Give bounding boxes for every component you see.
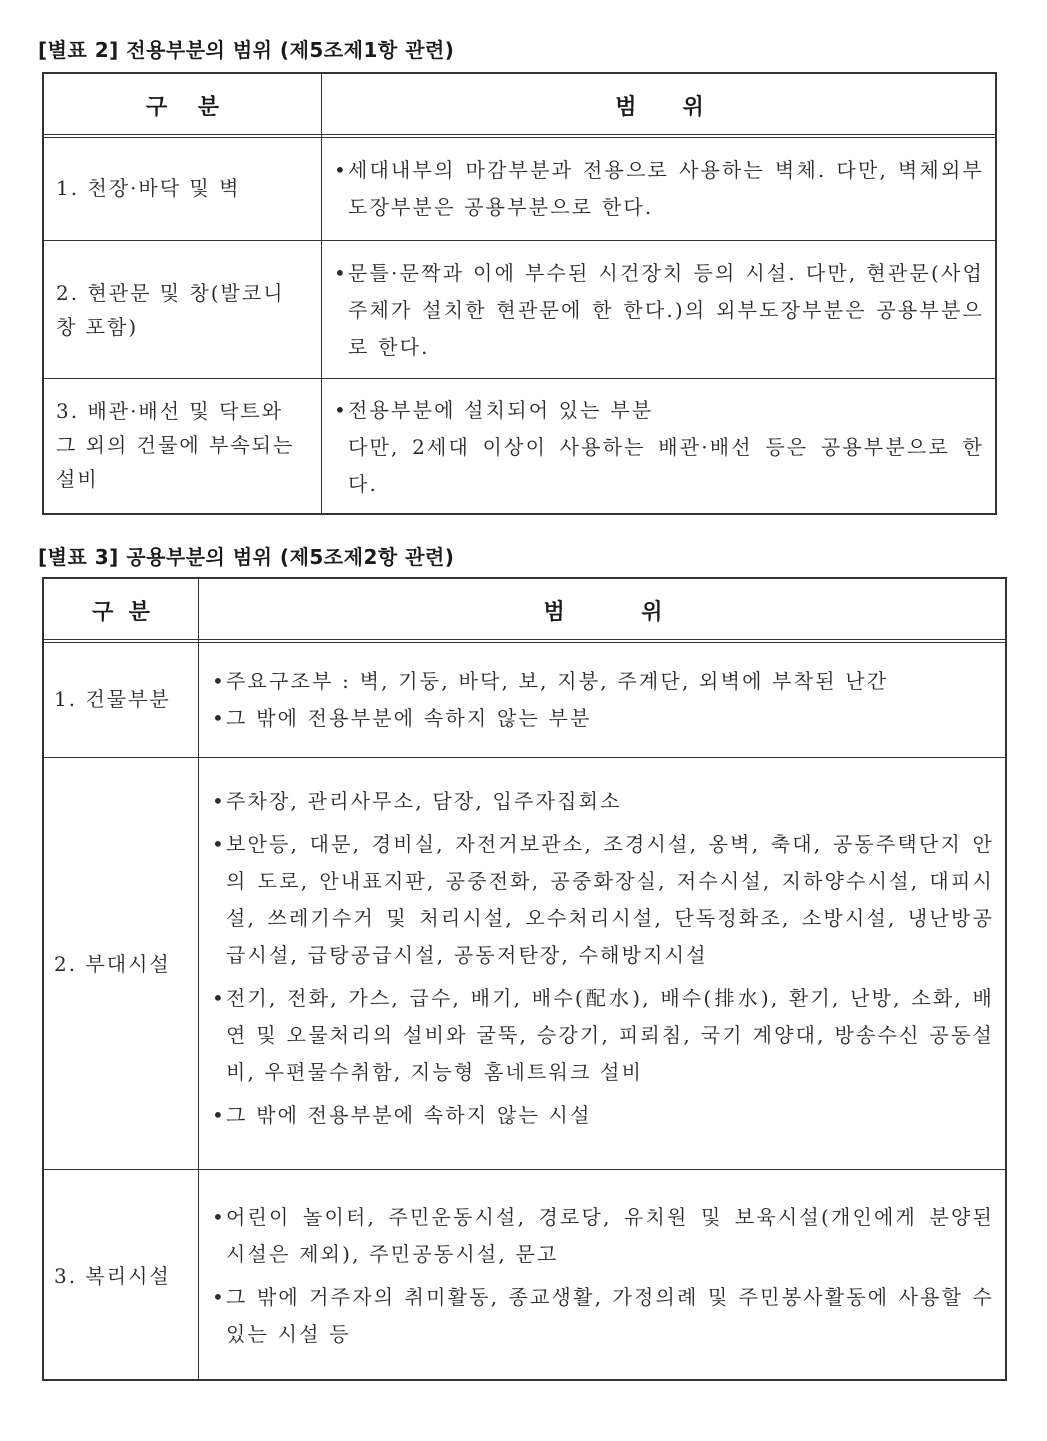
row-divider: [44, 1169, 1005, 1170]
header-category: 구 분: [92, 599, 150, 625]
row-divider: [44, 240, 995, 241]
list-item: •전기, 전화, 가스, 급수, 배기, 배수(配水), 배수(排水), 환기, 난방, 소화, 배연 및 오물처리의 설비와 굴뚝, 승강기, 피뢰침, 국기 계양대, 방송수신 공동설비, 우편물수취함, 지능형 홈네트워크 설비: [212, 986, 994, 1084]
list-item: •보안등, 대문, 경비실, 자전거보관소, 조경시설, 옹벽, 축대, 공동주택단지 안의 도로, 안내표지판, 공중전화, 공중화장실, 저수시설, 지하양수시설, 대피시설, 쓰레기수거 및 처리시설, 오수처리시설, 단독정화조, 소방시설, 냉난방공급시설, 급탕공급시설, 공동저탄장, 수해방지시설: [212, 832, 994, 967]
table-row-category: 3. 배관·배선 및 닥트와 그 외의 건물에 부속되는 설비: [56, 399, 295, 491]
header-divider: [44, 639, 1005, 643]
table-row-category: 2. 현관문 및 창(발코니 창 포함): [56, 281, 285, 339]
table2-title: [별표 2] 전용부분의 범위 (제5조제1항 관련): [38, 38, 455, 62]
table-row-scope: [334, 152, 984, 226]
table-row-category: 1. 천장·바닥 및 벽: [56, 176, 241, 200]
list-item: •세대내부의 마감부분과 전용으로 사용하는 벽체. 다만, 벽체외부 도장부분은 공용부분으로 한다.: [334, 158, 984, 219]
header-divider: [44, 134, 995, 138]
table-row-scope: [212, 1199, 994, 1353]
table-row-category: 2. 부대시설: [54, 952, 171, 976]
table3: [42, 577, 1007, 1381]
list-item: •주요구조부 : 벽, 기둥, 바닥, 보, 지붕, 주계단, 외벽에 부착된 난간: [212, 669, 889, 693]
table3-title: [별표 3] 공용부분의 범위 (제5조제2항 관련): [38, 545, 455, 569]
row-divider: [44, 757, 1005, 758]
header-category: 구 분: [145, 94, 220, 120]
column-divider: [198, 579, 199, 1379]
table-row-scope: [212, 663, 994, 737]
header-scope: 범 위: [615, 94, 704, 120]
list-item-note: 다만, 2세대 이상이 사용하는 배관·배선 등은 공용부분으로 한다.: [348, 435, 984, 496]
column-divider: [321, 74, 322, 513]
table2: [42, 72, 997, 515]
table-row-category: 3. 복리시설: [54, 1264, 171, 1288]
header-scope: 범 위: [543, 599, 663, 625]
table-row-scope: [334, 255, 984, 366]
list-item: •어린이 놀이터, 주민운동시설, 경로당, 유치원 및 보육시설(개인에게 분양된 시설은 제외), 주민공동시설, 문고: [212, 1205, 994, 1266]
list-item: •주차장, 관리사무소, 담장, 입주자집회소: [212, 789, 622, 813]
list-item: •그 밖에 전용부분에 속하지 않는 시설: [212, 1103, 592, 1127]
table-row-category: 1. 건물부분: [54, 687, 171, 711]
list-item: •그 밖에 전용부분에 속하지 않는 부분: [212, 706, 592, 730]
table-row-scope: [212, 783, 994, 1134]
list-item: •그 밖에 거주자의 취미활동, 종교생활, 가정의례 및 주민봉사활동에 사용할 수 있는 시설 등: [212, 1285, 994, 1346]
row-divider: [44, 378, 995, 379]
table-row-scope: [334, 392, 984, 503]
list-item: •문틀·문짝과 이에 부수된 시건장치 등의 시설. 다만, 현관문(사업주체가 설치한 현관문에 한 한다.)의 외부도장부분은 공용부분으로 한다.: [334, 261, 984, 359]
list-item: •전용부분에 설치되어 있는 부분: [334, 398, 654, 422]
